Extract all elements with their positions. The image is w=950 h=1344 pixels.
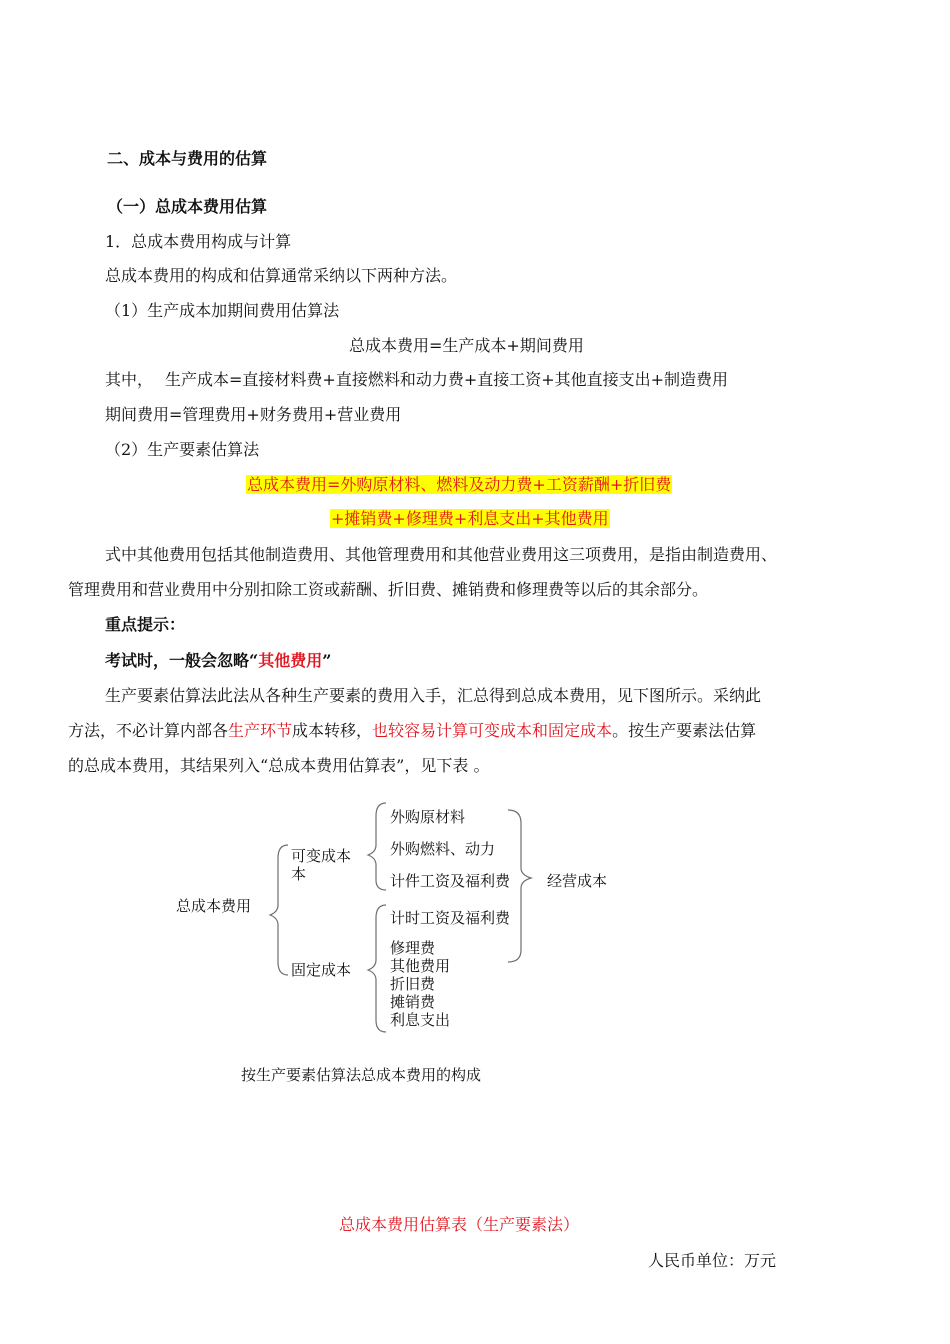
item1-heading: 1．总成本费用构成与计算 <box>105 232 292 251</box>
tip-heading: 重点提示： <box>105 615 186 634</box>
method1-heading: （1）生产成本加期间费用估算法 <box>105 301 340 320</box>
operating-brace <box>508 810 531 962</box>
diagram-variable-cost: 可变成本 <box>291 847 352 865</box>
diagram-item: 其他费用 <box>390 957 451 975</box>
diagram-item: 计件工资及福利费 <box>390 872 511 890</box>
root-brace <box>270 845 288 975</box>
unit-note: 人民币单位：万元 <box>648 1251 777 1270</box>
subsection-heading: （一）总成本费用估算 <box>107 197 268 216</box>
para-line2-c: 。按生产要素法估算 <box>612 721 757 740</box>
formula2-line2-text: +摊销费+修理费+利息支出+其他费用 <box>331 509 609 528</box>
formula2-line1-text: 总成本费用=外购原材料、燃料及动力费+工资薪酬+折旧费 <box>247 475 672 494</box>
para-line2-red1: 生产环节 <box>228 721 293 740</box>
formula1: 总成本费用=生产成本+期间费用 <box>349 336 584 355</box>
section-heading: 二、成本与费用的估算 <box>107 149 268 168</box>
qizhong-prefix: 其中， <box>105 370 154 389</box>
diagram-caption: 按生产要素估算法总成本费用的构成 <box>241 1066 482 1084</box>
production-cost-formula: 生产成本=直接材料费+直接燃料和动力费+直接工资+其他直接支出+制造费用 <box>165 370 729 389</box>
para-line2-red2: 也较容易计算可变成本和固定成本 <box>372 721 613 740</box>
explain-line2: 管理费用和营业费用中分别扣除工资或薪酬、折旧费、摊销费和修理费等以后的其余部分。 <box>68 580 709 599</box>
explain-line1: 式中其他费用包括其他制造费用、其他管理费用和其他营业费用这三项费用，是指由制造费用、 <box>105 545 778 564</box>
diagram-item: 计时工资及福利费 <box>390 909 511 927</box>
para-line2-a: 方法，不必计算内部各 <box>68 721 229 740</box>
fixed-brace <box>368 905 386 1032</box>
para-line3: 的总成本费用，其结果列入“总成本费用估算表”，见下表 。 <box>68 756 490 775</box>
diagram-item: 利息支出 <box>390 1011 451 1029</box>
diagram-operating-cost: 经营成本 <box>547 872 608 890</box>
diagram-item: 折旧费 <box>390 975 436 993</box>
diagram-item: 外购燃料、动力 <box>390 840 496 858</box>
diagram-item: 外购原材料 <box>390 808 466 826</box>
period-cost-formula: 期间费用=管理费用+财务费用+营业费用 <box>105 405 402 424</box>
diagram-fixed-cost: 固定成本 <box>291 961 352 979</box>
diagram-variable-cost-wrap: 本 <box>291 865 307 883</box>
tip-red-text: 其他费用 <box>258 651 323 670</box>
method2-heading: （2）生产要素估算法 <box>105 440 260 459</box>
variable-brace <box>368 803 386 890</box>
diagram-item: 修理费 <box>390 939 436 957</box>
para-line1: 生产要素估算法此法从各种生产要素的费用入手，汇总得到总成本费用，见下图所示。采纳此 <box>105 686 762 705</box>
intro-text: 总成本费用的构成和估算通常采纳以下两种方法。 <box>105 266 458 285</box>
tip-prefix: 考试时，一般会忽略“ <box>105 651 259 670</box>
diagram-item: 摊销费 <box>390 993 436 1011</box>
diagram-root: 总成本费用 <box>176 897 252 915</box>
para-line2-b: 成本转移， <box>292 721 373 740</box>
table-title: 总成本费用估算表（生产要素法） <box>339 1215 580 1234</box>
tip-suffix: ” <box>322 651 332 670</box>
